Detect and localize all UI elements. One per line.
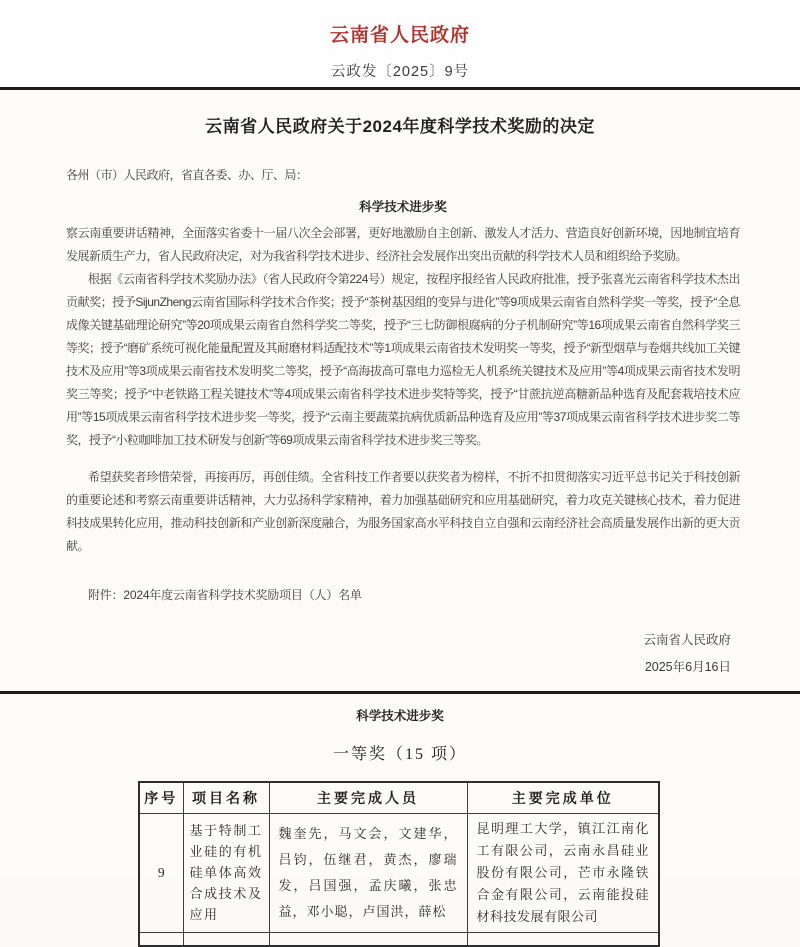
body-paragraph-2: 根据《云南省科学技术奖励办法》（省人民政府令第224号）规定，按程序报经省人民政府批准，授予张喜光云南省科学技术杰出贡献奖；授予SijunZheng云南省国际科学技术合作奖；授予“茶树基因组的变异与进化”等9项成果云南省自然科学奖一等奖，授予“全息成像关键基础理论研究”等20项成果云南省自然科学奖二等奖，授予“三七防御根腐病的分子机制研究”等16项成果云南省自然科学奖三等奖；授予“磨矿系统可视化能量配置及其耐磨材料适配技术”等1项成果云南省技术发明奖一等奖，授予“新型烟草与卷烟共线加工关键技术及应用”等3项成果云南省技术发明奖二等奖，授予“高海拔高可靠电力巡检无人机系统关键技术及应用”等4项成果云南省技术发明奖三等奖；授予“中老铁路工程关键技术”等4项成果云南省科学技术进步奖特等奖，授予“甘蔗抗逆高糖新品种选育及配套栽培技术应用”等15项成果云南省科学技术进步奖一等奖，授予“云南主要蔬菜抗病优质新品种选育及应用”等37项成果云南省科学技术进步奖二等奖，授予“小粒咖啡加工技术研发与创新”等69项成果云南省科学技术进步奖三等奖。 [66,272,740,447]
signature-block [66,627,740,681]
table-header-row [139,782,659,813]
cell-main-contributors: 魏奎先，马文会，文建华，吕钧，伍继君，黄杰，廖瑞发，吕国强，孟庆曦，张忠益，邓小聪，卢国洪，薛松 [269,813,467,932]
award-table [138,781,660,947]
header-serial-number: 序号 [139,782,183,813]
body-paragraph-3: 希望获奖者珍惜荣誉，再接再厉，再创佳绩。全省科技工作者要以获奖者为榜样，不折不扣贯彻落实习近平总书记关于科技创新的重要论述和考察云南重要讲话精神，大力弘扬科学家精神，着力加强基础研究和应用基础研究，着力攻克关键核心技术，着力促进科技成果转化应用，推动科技创新和产业创新深度融合，为服务国家高水平科技自立自强和云南经济社会高质量发展作出新的更大贡献。 [66,470,740,553]
signature-org: 云南省人民政府 [643,633,731,647]
salutation-line: 各州（市）人民政府，省直各委、办、厅、局： [66,168,308,182]
section-divider [0,691,800,694]
cell-main-organizations: 昆明理工大学，镇江江南化工有限公司，云南永昌硅业股份有限公司，芒市永隆铁合金有限公司，云南能投硅材科技发展有限公司 [467,813,659,932]
cell-project-name: 基于特制工业硅的有机硅单体高效合成技术及应用 [183,813,269,932]
issuing-org-name: 云南省人民政府 [329,25,470,46]
section-heading-overlay: 科学技术进步奖 [359,200,447,214]
document-body [66,164,740,681]
annex-section-title: 科学技术进步奖 [356,709,444,723]
document-title: 云南省人民政府关于2024年度科学技术奖励的决定 [205,117,595,136]
document-number: 云政发〔2025〕9号 [330,64,470,80]
header-main-contributors: 主要完成人员 [269,782,467,813]
cell-serial-number: 9 [139,813,183,932]
signature-date: 2025年6月16日 [644,660,731,674]
table-row [139,813,659,932]
award-level-heading: 一等奖（15 项） [332,746,467,763]
body-paragraph-1: 察云南重要讲话精神，全面落实省委十一届八次全会部署，更好地激励自主创新、激发人才活力、营造良好创新环境，因地制宜培育发展新质生产力，省人民政府决定，对为我省科学技术进步、经济社会发展作出突出贡献的科学技术人员和组织给予奖励。 [66,226,740,263]
table-row-partial [139,932,659,946]
header-project-name: 项目名称 [183,782,269,813]
attachment-note: 附件：2024年度云南省科学技术奖励项目（人）名单 [88,588,362,602]
letterhead [0,0,800,90]
header-main-organizations: 主要完成单位 [467,782,659,813]
